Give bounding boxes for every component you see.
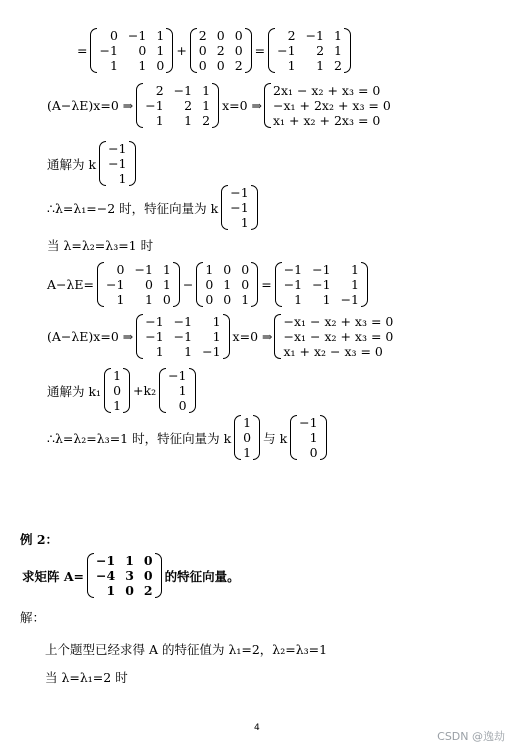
equation-system-line-2: (A−λE)x=0 ⇒ 2 −1 1 −1 2 1 1 1 2 x=0 ⇒ 2x₁ − x₂ + x₃ = 0 −x₁ + 2x₂ + x₃ = 0 x₁ + x₂ + 2x₃ = 0: [47, 83, 391, 128]
cell-r3-c2: 0: [216, 58, 225, 73]
cell-r3-c1: 1: [109, 58, 118, 73]
cell-r1-c2: 0: [216, 28, 225, 43]
matrix-m1: [90, 28, 173, 73]
vector-1: [234, 415, 260, 460]
cell-r1-c1: 2: [198, 28, 207, 43]
cell-r3-c1: 1: [240, 215, 249, 230]
cell-r1-c1: −1: [145, 314, 164, 329]
cell-r3-c1: 0: [309, 445, 318, 460]
cell-r1-c1: −1: [108, 141, 127, 156]
cell-r2-c1: 0: [113, 383, 122, 398]
equation-system: [264, 83, 391, 128]
example-2-title: 例 2：: [20, 532, 59, 547]
equation-3: x₁ + x₂ + 2x₃ = 0: [273, 113, 381, 128]
cell-r2-c1: −1: [277, 43, 296, 58]
cell-r1-c3: 1: [212, 314, 221, 329]
cell-r1-c2: −1: [173, 83, 193, 98]
cell-r2-c2: −1: [173, 329, 193, 344]
cell-r3-c1: 1: [155, 113, 164, 128]
cell-r1-c1: −1: [230, 185, 249, 200]
cell-r3-c1: 0: [178, 398, 187, 413]
cell-r3-c3: 2: [202, 113, 211, 128]
cell-r1-c1: 0: [116, 262, 125, 277]
matrix-m3: [268, 28, 351, 73]
solution-label: 解：: [20, 610, 46, 625]
cell-r3-c1: 0: [198, 58, 207, 73]
cell-r1-c1: −1: [299, 415, 318, 430]
matrix-diff-line-6: A−λE= 0 −1 1 −1 0 1 1 1 0 − 1 0 0 0 1 0 0 0 1 = −1 −1 1 −1 −1 1 1 1 −1: [45, 262, 369, 307]
matrix-m1: [97, 262, 180, 307]
cell-r3-c3: 2: [334, 58, 342, 73]
cell-r1-c1: −1: [96, 553, 116, 568]
solution-text-2: 当 λ=λ₁=2 时: [45, 670, 128, 685]
cell-r3-c3: 2: [234, 58, 243, 73]
cell-r3-c2: 1: [144, 292, 153, 307]
vector-2: [290, 415, 326, 460]
cell-r2-c3: 0: [241, 277, 250, 292]
equation-3: x₁ + x₂ − x₃ = 0: [283, 344, 383, 359]
cell-r1-c2: −1: [305, 28, 325, 43]
equation-1: 2x₁ − x₂ + x₃ = 0: [273, 83, 381, 98]
cell-r3-c3: 1: [241, 292, 250, 307]
cell-r2-c1: −1: [230, 200, 249, 215]
matrix-a: [87, 553, 162, 598]
cell-r2-c3: 1: [334, 43, 342, 58]
cell-r3-c3: 2: [143, 583, 153, 598]
cell-r1-c3: 1: [351, 262, 359, 277]
cell-r3-c2: 1: [322, 292, 331, 307]
cell-r3-c1: 1: [287, 58, 296, 73]
matrix-sum-line-1: = 0 −1 1 −1 0 1 1 1 0 + 2 0 0 0 2 0 0 0 2 = 2 −1 1 −1 2 1 1 1 2: [75, 28, 352, 73]
cell-r3-c2: 0: [223, 292, 232, 307]
general-solution-line-3: 通解为 k −1 −1 1: [45, 141, 137, 186]
cell-r2-c1: −1: [106, 277, 125, 292]
cell-r2-c2: 3: [125, 568, 134, 583]
solution-text-1: 上个题型已经求得 A 的特征值为 λ₁=2，λ₂=λ₃=1: [45, 642, 328, 657]
cell-r3-c1: 1: [116, 292, 125, 307]
cell-r2-c1: 1: [178, 383, 187, 398]
cell-r2-c3: 1: [156, 43, 165, 58]
page-number: 4: [254, 723, 260, 733]
cell-r1-c3: 0: [234, 28, 243, 43]
example-2-question: 求矩阵 A= −1 1 0 −4 3 0 1 0 2 的特征向量。: [22, 553, 240, 598]
matrix: [136, 83, 219, 128]
cell-r1-c2: 1: [125, 553, 134, 568]
cell-r2-c1: −1: [283, 277, 303, 292]
cell-r1-c3: 0: [143, 553, 153, 568]
vector: [99, 141, 135, 186]
cell-r3-c1: 1: [294, 292, 303, 307]
general-solution-line-8: 通解为 k₁ 1 0 1 +k₂ −1 1 0: [45, 368, 197, 413]
matrix-m2: [196, 262, 258, 307]
cell-r2-c3: 1: [351, 277, 359, 292]
cell-r1-c2: 0: [223, 262, 232, 277]
cell-r2-c1: −4: [96, 568, 116, 583]
cell-r2-c2: −1: [312, 277, 331, 292]
cell-r2-c2: 0: [138, 43, 147, 58]
cell-r3-c1: 1: [113, 398, 122, 413]
cell-r3-c3: −1: [202, 344, 221, 359]
cell-r2-c2: 0: [144, 277, 153, 292]
cell-r1-c1: 2: [287, 28, 296, 43]
cell-r2-c1: 1: [309, 430, 318, 445]
cell-r3-c1: 1: [243, 445, 252, 460]
equation-2: −x₁ + 2x₂ + x₃ = 0: [273, 98, 391, 113]
equation-2: −x₁ − x₂ + x₃ = 0: [283, 329, 394, 344]
cell-r1-c2: −1: [312, 262, 331, 277]
equation-system: [274, 314, 393, 359]
vector: [221, 185, 257, 230]
cell-r1-c3: 1: [162, 262, 171, 277]
cell-r2-c1: −1: [145, 98, 164, 113]
cell-r2-c1: −1: [145, 329, 164, 344]
cell-r1-c1: 1: [243, 415, 252, 430]
cell-r2-c2: 2: [184, 98, 193, 113]
cell-r2-c3: 0: [234, 43, 243, 58]
cell-r3-c1: 0: [205, 292, 214, 307]
cell-r3-c2: 1: [184, 344, 193, 359]
cell-r1-c2: −1: [173, 314, 193, 329]
cell-r1-c3: 1: [334, 28, 342, 43]
cell-r2-c1: 0: [198, 43, 207, 58]
cell-r1-c2: −1: [134, 262, 153, 277]
matrix-m3: [275, 262, 368, 307]
watermark: CSDN @逸劫: [437, 730, 505, 743]
eigenvector-line-4: ∴λ=λ₁=−2 时，特征向量为 k −1 −1 1: [45, 185, 259, 230]
cell-r1-c1: 0: [109, 28, 118, 43]
cell-r1-c3: 0: [241, 262, 250, 277]
cell-r3-c2: 0: [125, 583, 134, 598]
equation-system-line-7: (A−λE)x=0 ⇒ −1 −1 1 −1 −1 1 1 1 −1 x=0 ⇒ −x₁ − x₂ + x₃ = 0 −x₁ − x₂ + x₃ = 0 x₁ + x₂ − x₃ = 0: [47, 314, 394, 359]
equation-1: −x₁ − x₂ + x₃ = 0: [283, 314, 394, 329]
cell-r2-c3: 1: [162, 277, 171, 292]
cell-r3-c3: −1: [340, 292, 359, 307]
cell-r3-c3: 0: [162, 292, 171, 307]
cell-r3-c1: 1: [118, 171, 127, 186]
cell-r2-c1: −1: [108, 156, 127, 171]
cell-r2-c3: 1: [202, 98, 211, 113]
cell-r2-c1: −1: [99, 43, 118, 58]
cell-r1-c3: 1: [156, 28, 165, 43]
cell-r3-c2: 1: [316, 58, 325, 73]
cell-r2-c3: 0: [143, 568, 153, 583]
cell-r2-c2: 2: [216, 43, 225, 58]
cell-r2-c2: 2: [316, 43, 325, 58]
matrix-m2: [190, 28, 252, 73]
cell-r2-c3: 1: [212, 329, 221, 344]
cell-r2-c2: 1: [223, 277, 232, 292]
cell-r3-c2: 1: [184, 113, 193, 128]
cell-r3-c3: 0: [156, 58, 165, 73]
cell-r2-c1: 0: [205, 277, 214, 292]
vector-1: [104, 368, 130, 413]
cell-r1-c2: −1: [127, 28, 147, 43]
cell-r1-c1: 1: [205, 262, 214, 277]
cell-r3-c1: 1: [155, 344, 164, 359]
cell-r1-c1: 2: [155, 83, 164, 98]
cell-r1-c1: 1: [113, 368, 122, 383]
cell-r1-c3: 1: [202, 83, 211, 98]
vector-2: [159, 368, 195, 413]
eigenvector-line-9: ∴λ=λ₂=λ₃=1 时，特征向量为 k 1 0 1 与 k −1 1 0: [45, 415, 328, 460]
cell-r3-c1: 1: [106, 583, 116, 598]
cell-r3-c2: 1: [138, 58, 147, 73]
case-line-5: 当 λ=λ₂=λ₃=1 时: [47, 238, 154, 253]
matrix: [136, 314, 229, 359]
cell-r1-c1: −1: [168, 368, 187, 383]
cell-r1-c1: −1: [283, 262, 303, 277]
cell-r2-c1: 0: [243, 430, 252, 445]
